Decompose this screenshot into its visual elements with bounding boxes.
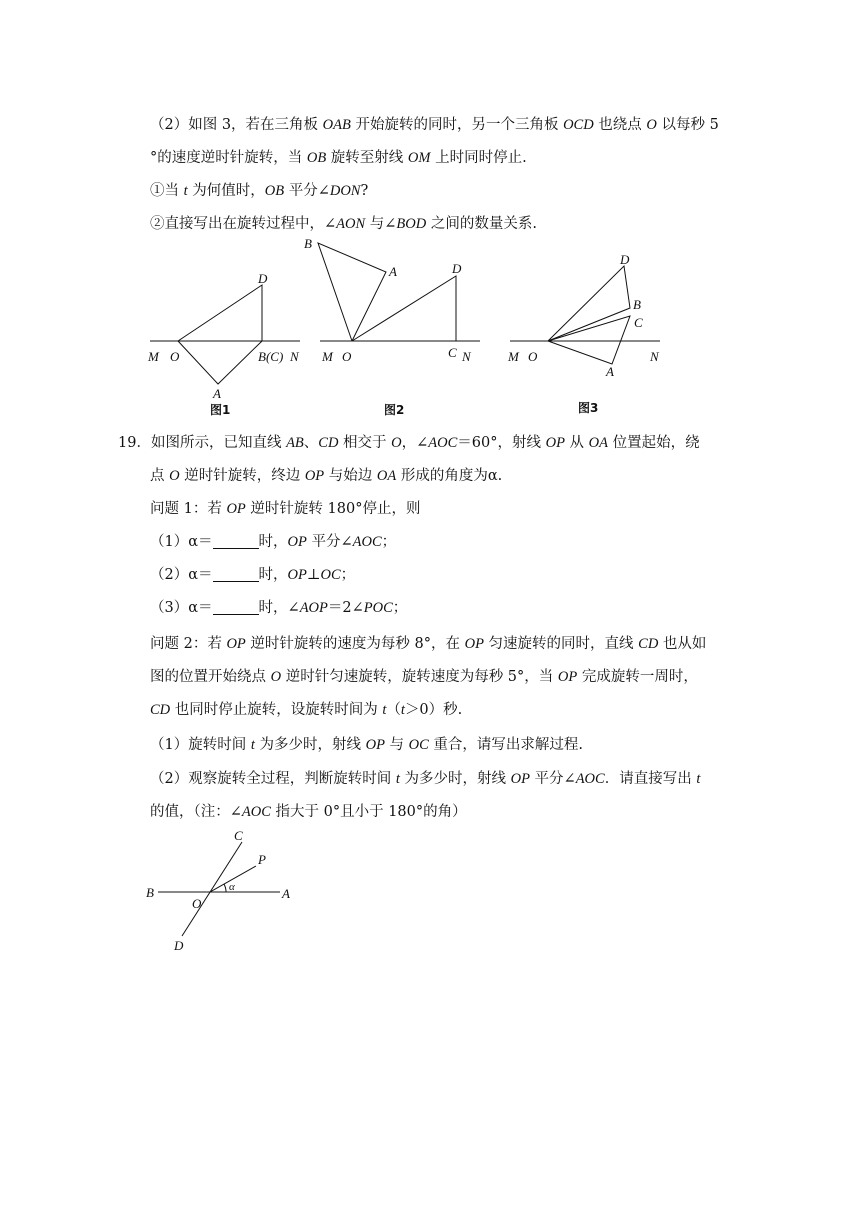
q19-item3: （3）α＝ 时，∠AOP＝2∠POC； (150, 600, 408, 616)
q19-line2: 点 O 逆时针旋转，终边 OP 与始边 OA 形成的角度为α. (150, 468, 503, 484)
fig3-label-O: O (528, 349, 538, 364)
figure-1 (147, 271, 300, 417)
q19-sub2: （2）观察旋转全过程，判断旋转时间 t 为多少时，射线 OP 平分∠AOC．请直接写出 t (150, 771, 701, 787)
fig2-label-M: M (322, 349, 333, 364)
answer-blank[interactable] (213, 600, 259, 615)
q19-figure (140, 828, 300, 953)
fig19-label-C: C (234, 828, 243, 843)
fig1-label-M: M (148, 349, 159, 364)
fig3-label-N: N (650, 349, 659, 364)
fig2-label-D: D (452, 261, 462, 276)
figure-3 (507, 252, 660, 415)
fig19-label-A: A (282, 886, 290, 901)
q19-problem1: 问题 1：若 OP 逆时针旋转 180°停止，则 (150, 501, 421, 517)
fig1-label-O: O (170, 349, 180, 364)
fig1-label-D: D (258, 271, 268, 286)
fig19-label-P: P (258, 852, 266, 867)
q19-sub2-cont: 的值，（注：∠AOC 指大于 0°且小于 180°的角） (150, 804, 467, 820)
fig19-label-B: B (146, 885, 154, 900)
q19-item2: （2）α＝ 时，OP⊥OC； (150, 567, 356, 583)
fig19-label-D: D (174, 938, 184, 953)
figure-2 (304, 236, 480, 417)
fig3-label-M: M (508, 349, 519, 364)
fig3-caption: 图3 (578, 401, 599, 415)
q19-problem2-line1: 问题 2：若 OP 逆时针旋转的速度为每秒 8°，在 OP 匀速旋转的同时，直线 CD 也从如 (150, 636, 707, 652)
answer-blank[interactable] (213, 534, 259, 549)
q18-part2-line1: （2）如图 3，若在三角板 OAB 开始旋转的同时，另一个三角板 OCD 也绕点 O 以每秒 5 (150, 117, 719, 133)
fig2-label-A: A (389, 264, 397, 279)
fig2-label-N: N (462, 349, 471, 364)
fig1-label-N: N (290, 349, 299, 364)
fig2-caption: 图2 (384, 403, 405, 417)
fig19-label-O: O (192, 896, 202, 911)
q19-line1: 19．如图所示，已知直线 AB、CD 相交于 O，∠AOC＝60°，射线 OP 从 OA 位置起始，绕 (118, 435, 700, 451)
q18-figures (140, 236, 680, 418)
q18-sub2: ②直接写出在旋转过程中，∠AON 与∠BOD 之间的数量关系. (150, 216, 537, 232)
q19-item1: （1）α＝ 时，OP 平分∠AOC； (150, 534, 397, 550)
q19-problem2-line3: CD 也同时停止旋转，设旋转时间为 t（t＞0）秒. (150, 702, 463, 718)
fig2-label-B: B (304, 236, 312, 251)
fig2-label-O: O (342, 349, 352, 364)
fig1-label-BC: B(C) (258, 349, 284, 364)
fig2-label-C: C (448, 345, 457, 360)
answer-blank[interactable] (213, 567, 259, 582)
q19-sub1: （1）旋转时间 t 为多少时，射线 OP 与 OC 重合，请写出求解过程. (150, 737, 584, 753)
q19-problem2-line2: 图的位置开始绕点 O 逆时针匀速旋转，旋转速度为每秒 5°，当 OP 完成旋转一周时， (150, 669, 698, 685)
fig1-caption: 图1 (210, 403, 231, 417)
fig3-label-A: A (606, 364, 614, 379)
fig3-label-D: D (620, 252, 630, 267)
q18-sub1: ①当 t 为何值时，OB 平分∠DON? (150, 183, 369, 199)
fig1-label-A: A (213, 386, 221, 401)
fig19-label-alpha: α (229, 881, 235, 893)
fig3-label-C: C (634, 315, 643, 330)
fig3-label-B: B (633, 297, 641, 312)
q18-part2-line2: °的速度逆时针旋转，当 OB 旋转至射线 OM 上时同时停止. (150, 150, 527, 166)
